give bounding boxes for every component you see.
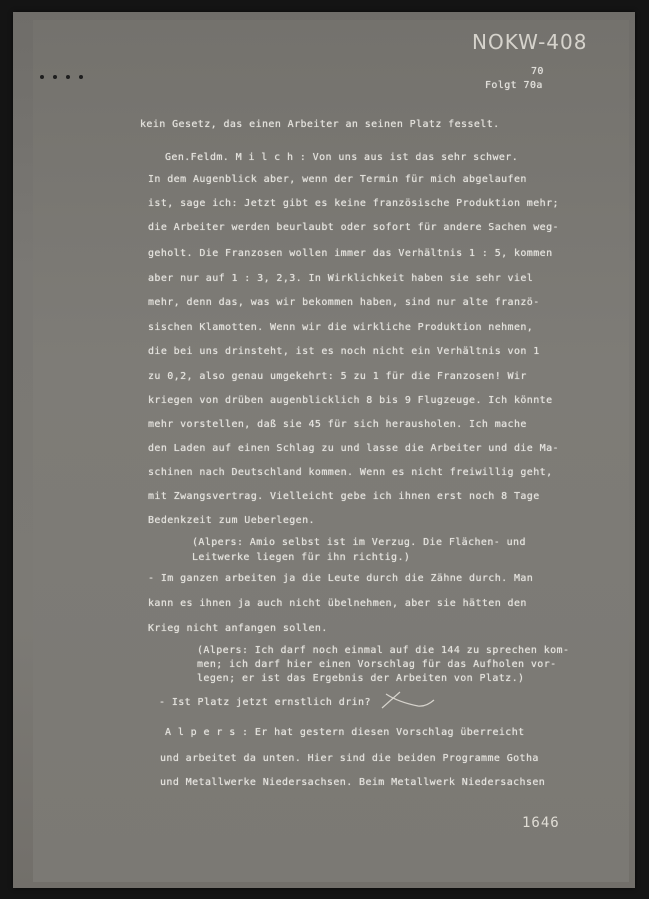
line-7: mehr, denn das, was wir bekommen haben, sind nur alte franzö-: [148, 297, 540, 308]
line-0: kein Gesetz, das einen Arbeiter an seinen Platz fesselt.: [140, 119, 500, 130]
document-reference: NOKW-408: [472, 30, 588, 54]
aside2-line-2: legen; er ist das Ergebnis der Arbeiten von Platz.): [197, 673, 525, 684]
line-3: ist, sage ich: Jetzt gibt es keine französische Produktion mehr;: [148, 198, 559, 209]
line-6: aber nur auf 1 : 3, 2,3. In Wirklichkeit haben sie sehr viel: [148, 273, 534, 284]
line-1: Gen.Feldm. M i l c h : Von uns aus ist das sehr schwer.: [165, 152, 519, 163]
line2-0: - Im ganzen arbeiten ja die Leute durch die Zähne durch. Man: [148, 573, 534, 584]
bottom-page-number: 1646: [522, 815, 560, 831]
line-5: geholt. Die Franzosen wollen immer das Verhältnis 1 : 5, kommen: [148, 248, 553, 259]
line2-2: Krieg nicht anfangen sollen.: [148, 623, 328, 634]
folgt-note: Folgt 70a: [485, 80, 543, 91]
punch-holes: [40, 64, 92, 83]
line3-0: - Ist Platz jetzt ernstlich drin?: [159, 697, 371, 708]
line-4: die Arbeiter werden beurlaubt oder sofort für andere Sachen weg-: [148, 222, 559, 233]
line-10: zu 0,2, also genau umgekehrt: 5 zu 1 für die Franzosen! Wir: [148, 371, 527, 382]
line-15: mit Zwangsvertrag. Vielleicht gebe ich ihnen erst noch 8 Tage: [148, 491, 540, 502]
line3-1: A l p e r s : Er hat gestern diesen Vorschlag überreicht: [165, 727, 525, 738]
line3-3: und Metallwerke Niedersachsen. Beim Metallwerk Niedersachsen: [160, 777, 546, 788]
line2-1: kann es ihnen ja auch nicht übelnehmen, aber sie hätten den: [148, 598, 527, 609]
line3-2: und arbeitet da unten. Hier sind die beiden Programme Gotha: [160, 753, 539, 764]
line-2: In dem Augenblick aber, wenn der Termin für mich abgelaufen: [148, 174, 527, 185]
line-9: die bei uns drinsteht, ist es noch nicht ein Verhältnis von 1: [148, 346, 540, 357]
aside1-line-0: (Alpers: Amio selbst ist im Verzug. Die Flächen- und: [192, 537, 526, 548]
handwritten-x-mark: [378, 688, 438, 712]
line-11: kriegen von drüben augenblicklich 8 bis 9 Flugzeuge. Ich könnte: [148, 395, 553, 406]
line-16: Bedenkzeit zum Ueberlegen.: [148, 515, 315, 526]
line-12: mehr vorstellen, daß sie 45 für sich herausholen. Ich mache: [148, 419, 527, 430]
aside2-line-1: men; ich darf hier einen Vorschlag für das Aufholen vor-: [197, 659, 557, 670]
line-13: den Laden auf einen Schlag zu und lasse die Arbeiter und die Ma-: [148, 443, 559, 454]
line-8: sischen Klamotten. Wenn wir die wirkliche Produktion nehmen,: [148, 322, 534, 333]
page-number: 70: [531, 66, 544, 77]
aside1-line-1: Leitwerke liegen für ihn richtig.): [192, 552, 411, 563]
line-14: schinen nach Deutschland kommen. Wenn es nicht freiwillig geht,: [148, 467, 553, 478]
aside2-line-0: (Alpers: Ich darf noch einmal auf die 144 zu sprechen kom-: [197, 645, 570, 656]
